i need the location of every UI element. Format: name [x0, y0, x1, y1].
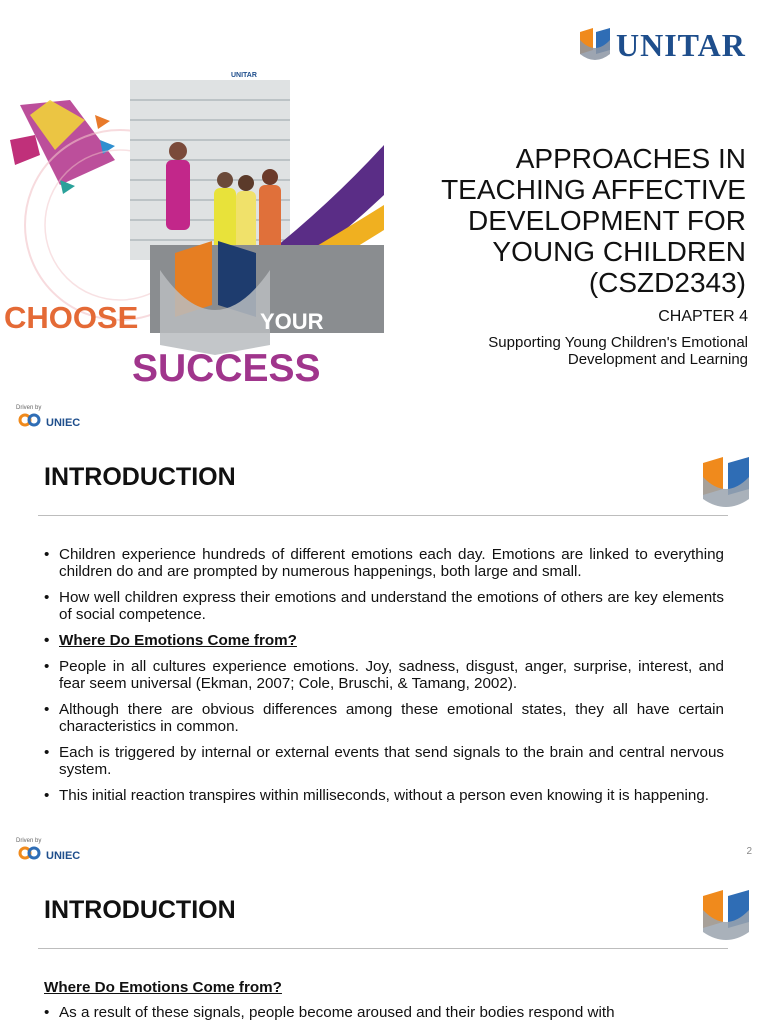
uniec-wordmark: UNIEC [46, 417, 81, 429]
hero-text-your: YOUR [260, 309, 324, 334]
slide-heading: INTRODUCTION [44, 463, 236, 491]
uniec-wordmark: UNIEC [46, 850, 81, 862]
intro-slide-1 [0, 433, 768, 865]
cover-slide [0, 0, 768, 432]
course-title-line-4: YOUNG CHILDREN [492, 236, 746, 267]
unitar-logo [578, 26, 746, 64]
hero-graphic [0, 55, 390, 395]
course-title-line-1: APPROACHES IN [515, 143, 746, 174]
heading-divider [38, 948, 728, 949]
bullet-item: • This initial reaction transpires within milliseconds, without a person even knowing it is happening. [44, 787, 724, 804]
unitar-book-icon [700, 888, 752, 944]
unitar-book-icon [700, 455, 752, 511]
bullet-item: • Although there are obvious differences among these emotional states, they all have certain characteristics in common. [44, 701, 724, 735]
unitar-wordmark: UNITAR [616, 26, 746, 63]
heading-divider [38, 515, 728, 516]
hero-building-sign: UNITAR [231, 72, 257, 79]
course-title [386, 143, 746, 298]
bullet-item: • Each is triggered by internal or external events that send signals to the brain and central nervous system. [44, 744, 724, 778]
bullet-item: • Children experience hundreds of different emotions each day. Emotions are linked to everything children do and are prompted by numerous happenings, both large and small. [44, 546, 724, 580]
uniec-knot-icon [16, 844, 44, 862]
hero-small-shape [10, 135, 40, 165]
bullet-list [44, 546, 724, 813]
bullet-item: • As a result of these signals, people become aroused and their bodies respond with [44, 1004, 724, 1021]
bullet-item: • People in all cultures experience emotions. Joy, sadness, disgust, anger, surprise, interest, and fear seem universal (Ekman, 2007; Cole, Bruschi, & Tamang, 2002). [44, 658, 724, 692]
course-title-line-2: TEACHING AFFECTIVE [441, 174, 746, 205]
hero-text-success: SUCCESS [132, 347, 321, 390]
bullet-item: • How well children express their emotions and understand the emotions of others are key elements of social competence. [44, 589, 724, 623]
bullet-list [44, 1004, 724, 1024]
section-subheading: Where Do Emotions Come from? [44, 979, 282, 996]
bullet-item-subheading: • Where Do Emotions Come from? [44, 632, 724, 649]
hero-arrow-3 [60, 180, 75, 194]
driven-by-text: Driven by [16, 838, 42, 844]
page-number: 2 [746, 846, 752, 857]
uniec-logo [16, 405, 80, 429]
course-title-line-3: DEVELOPMENT FOR [468, 205, 746, 236]
unitar-book-icon [578, 26, 612, 64]
hero-text-choose: CHOOSE [4, 300, 139, 335]
chapter-subtitle: Supporting Young Children's Emotional Development and Learning [488, 334, 748, 368]
driven-by-text: Driven by [16, 405, 42, 411]
uniec-knot-icon [16, 411, 44, 429]
chapter-label: CHAPTER 4 [658, 308, 748, 325]
intro-slide-2 [0, 866, 768, 1024]
hero-arrow-1 [95, 115, 110, 129]
course-title-line-5: (CSZD2343) [588, 267, 746, 298]
uniec-logo [16, 838, 80, 862]
slide-heading: INTRODUCTION [44, 896, 236, 924]
